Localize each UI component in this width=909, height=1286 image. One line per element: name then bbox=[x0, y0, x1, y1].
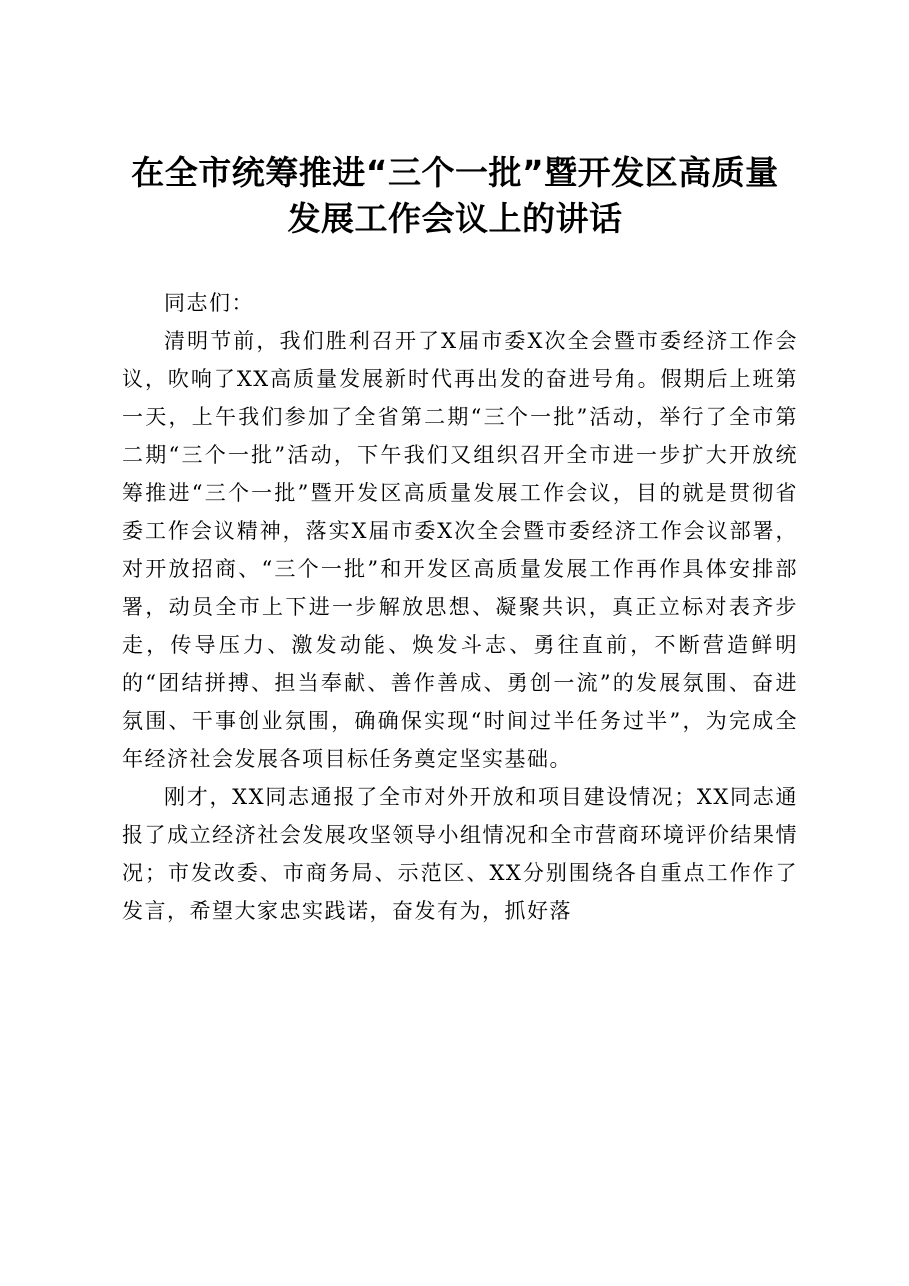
salutation: 同志们： bbox=[164, 291, 254, 315]
document-title bbox=[110, 150, 800, 242]
paragraph-2: 刚才，XX同志通报了全市对外开放和项目建设情况；XX同志通报了成立经济社会发展攻坚领导小组情况和全市营商环境评价结果情况；市发改委、市商务局、示范区、XX分别围绕各自重点工作作了发言，希望大家忠实践诺，奋发有为，抓好落 bbox=[122, 785, 798, 923]
title-line-1: 在全市统筹推进“三个一批”暨开发区高质量 bbox=[131, 153, 779, 192]
paragraph-1: 清明节前，我们胜利召开了X届市委X次全会暨市委经济工作会议，吹响了XX高质量发展新时代再出发的奋进号角。假期后上班第一天，上午我们参加了全省第二期“三个一批”活动，举行了全市第二期“三个一批”活动，下午我们又组织召开全市进一步扩大开放统筹推进“三个一批”暨开发区高质量发展工作会议，目的就是贯彻省委工作会议精神，落实X届市委X次全会暨市委经济工作会议部署，对开放招商、“三个一批”和开发区高质量发展工作再作具体安排部署，动员全市上下进一步解放思想、凝聚共识，真正立标对表齐步走，传导压力、激发动能、焕发斗志、勇往直前，不断营造鲜明的“团结拼搏、担当奉献、善作善成、勇创一流”的发展氛围、奋进氛围、干事创业氛围，确确保实现“时间过半任务过半”，为完成全年经济社会发展各项目标任务奠定坚实基础。 bbox=[122, 329, 798, 771]
document-body bbox=[122, 284, 798, 930]
title-line-2: 发展工作会议上的讲话 bbox=[287, 199, 623, 238]
